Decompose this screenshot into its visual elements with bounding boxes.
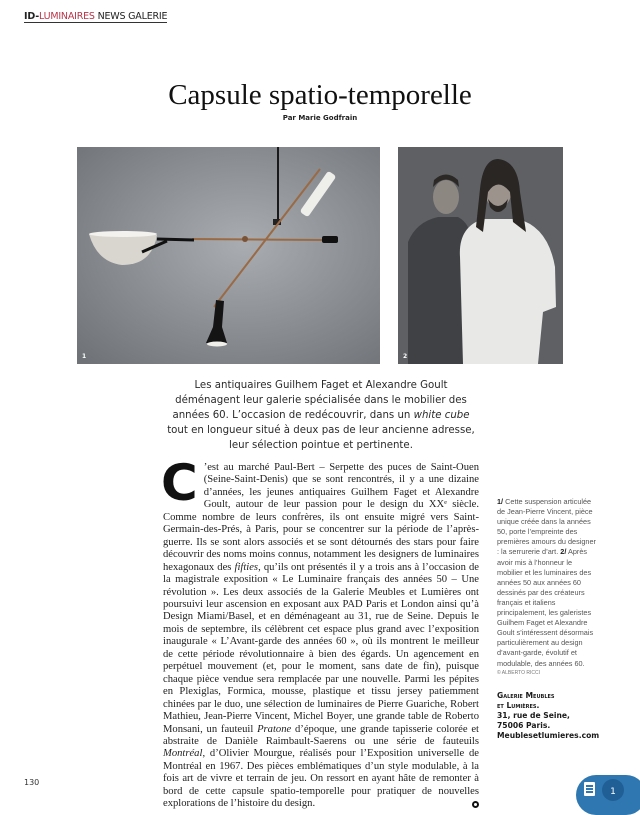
body-italic: fifties	[234, 561, 259, 573]
photo-credit: © ALBERTO RICCI	[497, 669, 540, 676]
body-italic: Pratone	[257, 723, 292, 735]
caption-text: Cette suspension articulée de Jean-Pierre Vincent, pièce unique créée dans la années 50, porte l’empreinte des premières amours du designer : la serrurerie d’art.	[497, 497, 596, 557]
photo-number: 2	[403, 353, 408, 360]
body-text: , d’Olivier Mourgue, réalisés pour l’Exposition universelle de Montréal en 1967. Des pièces emblématiques d’un style modulable, à la fois art de vivre et terrain de jeu. On ressort en ayant hâte de remonter à bord de cette capsule spatio-temporelle pour pratiquer de nouvelles explorations de l’histoire du design.	[163, 748, 479, 810]
photo-lamp	[77, 147, 380, 364]
caption-number: 1/	[497, 497, 504, 506]
article-title: Capsule spatio-temporelle	[168, 79, 472, 111]
article-body	[161, 454, 479, 811]
rubric-sub: NEWS GALERIE	[94, 11, 168, 22]
photo-portrait	[398, 147, 563, 364]
body-text: , qu’ils ont présentés il y a trois ans à l’occasion de la magistrale exposition « Le Luminaire français des années 50 – Une révolution ». Les deux associés de la Galerie Meubles et Lumières ont poursuivi leur ascension en exposant aux PAD Paris et London ainsi qu’à Design Miami/Basel, et en déménageant au 31, rue de Seine. Depuis le mois de septembre, ils célèbrent cet espace plus grand avec l’exposition inaugurale « L’Avant-garde des années 60 », où ils montrent le meilleur de cette période révolutionnaire à bien des égards. Un agencement en perpétuel mouvement (et, pour le moment, sans date de fin), puisque chaque pièce vendue sera remplacée par une nouvelle. Parmi les pépites en Plexiglas, Formica, mousse, plastique et tissu jersey patiemment chinées par le duo, une sélection de luminaires de Pierre Guariche, Robert Mathieu, Jean-Pierre Vincent, Michel Boyer, une grande table de Roberto Monsani, un fauteuil	[163, 561, 479, 735]
photo-number: 1	[82, 353, 87, 360]
main-column	[163, 378, 479, 811]
section-rubric	[24, 11, 167, 23]
photo-captions	[497, 497, 597, 677]
body-italic: Montréal	[163, 748, 203, 760]
sidebar-column	[497, 497, 600, 741]
gallery-address	[497, 690, 600, 741]
caption-number: 2/	[560, 547, 567, 557]
article-lead	[163, 378, 479, 453]
address-line: 75006 Paris.	[497, 720, 551, 730]
lead-text: Les antiquaires Guilhem Faget et Alexandre Goult déménagent leur galerie spécialisée dans le mobilier des années 60. L’occasion de redécouvrir, dans un	[172, 380, 467, 421]
address-line: 31, rue de Seine,	[497, 710, 570, 720]
rubric-id: ID-	[24, 11, 39, 22]
byline: Par Marie Godfrain	[282, 114, 358, 122]
pages-button[interactable]	[576, 775, 640, 815]
drop-cap: C	[161, 454, 198, 512]
end-mark-icon	[472, 801, 479, 808]
caption-text: Après avoir mis à l’honneur le mobilier et les luminaires des années 50 aux années 60 dessinés par des créateurs français et italiens principalement, les galeristes Guilhem Faget et Alexandre Goult s’intéressent désormais particulièrement au design d’avant-garde, évolutif et modulable, des années 60.	[497, 547, 594, 668]
address-line: Galerie Meubles	[497, 690, 555, 700]
lead-italic: white cube	[413, 410, 470, 421]
lead-text: tout en longueur situé à deux pas de leur ancienne adresse, leur sélection pointue et pertinente.	[167, 425, 475, 451]
rubric-section: LUMINAIRES	[38, 11, 95, 22]
body-text: d’époque, une grande tapisserie colorée et abstraite de Danièle Raimbault-Saerens ou une série de fauteuils	[163, 723, 479, 747]
page-number: 130	[24, 778, 40, 787]
page-count-badge: 1	[602, 779, 624, 801]
address-line: et Lumières.	[497, 700, 540, 710]
address-website: Meublesetlumieres.com	[497, 730, 600, 740]
document-icon	[584, 782, 595, 796]
body-text: ’est au marché Paul-Bert – Serpette des puces de Saint-Ouen (Seine-Saint-Denis) que se sont rencontrés, il y a une dizaine d’années, les jeunes antiquaires Guilhem Faget et Alexandre Goult, autour de leur passion pour le design du XXᵉ siècle. Comme nombre de leurs confrères, ils ont ensuite migré vers Saint-Germain-des-Prés, à Paris, pour se concentrer sur la période de l’après-guerre. Ils se sont alors associés et se sont détournés des stars pour faire découvrir des noms moins connus, notamment les designers de luminaires hexagonaux des	[163, 462, 479, 573]
